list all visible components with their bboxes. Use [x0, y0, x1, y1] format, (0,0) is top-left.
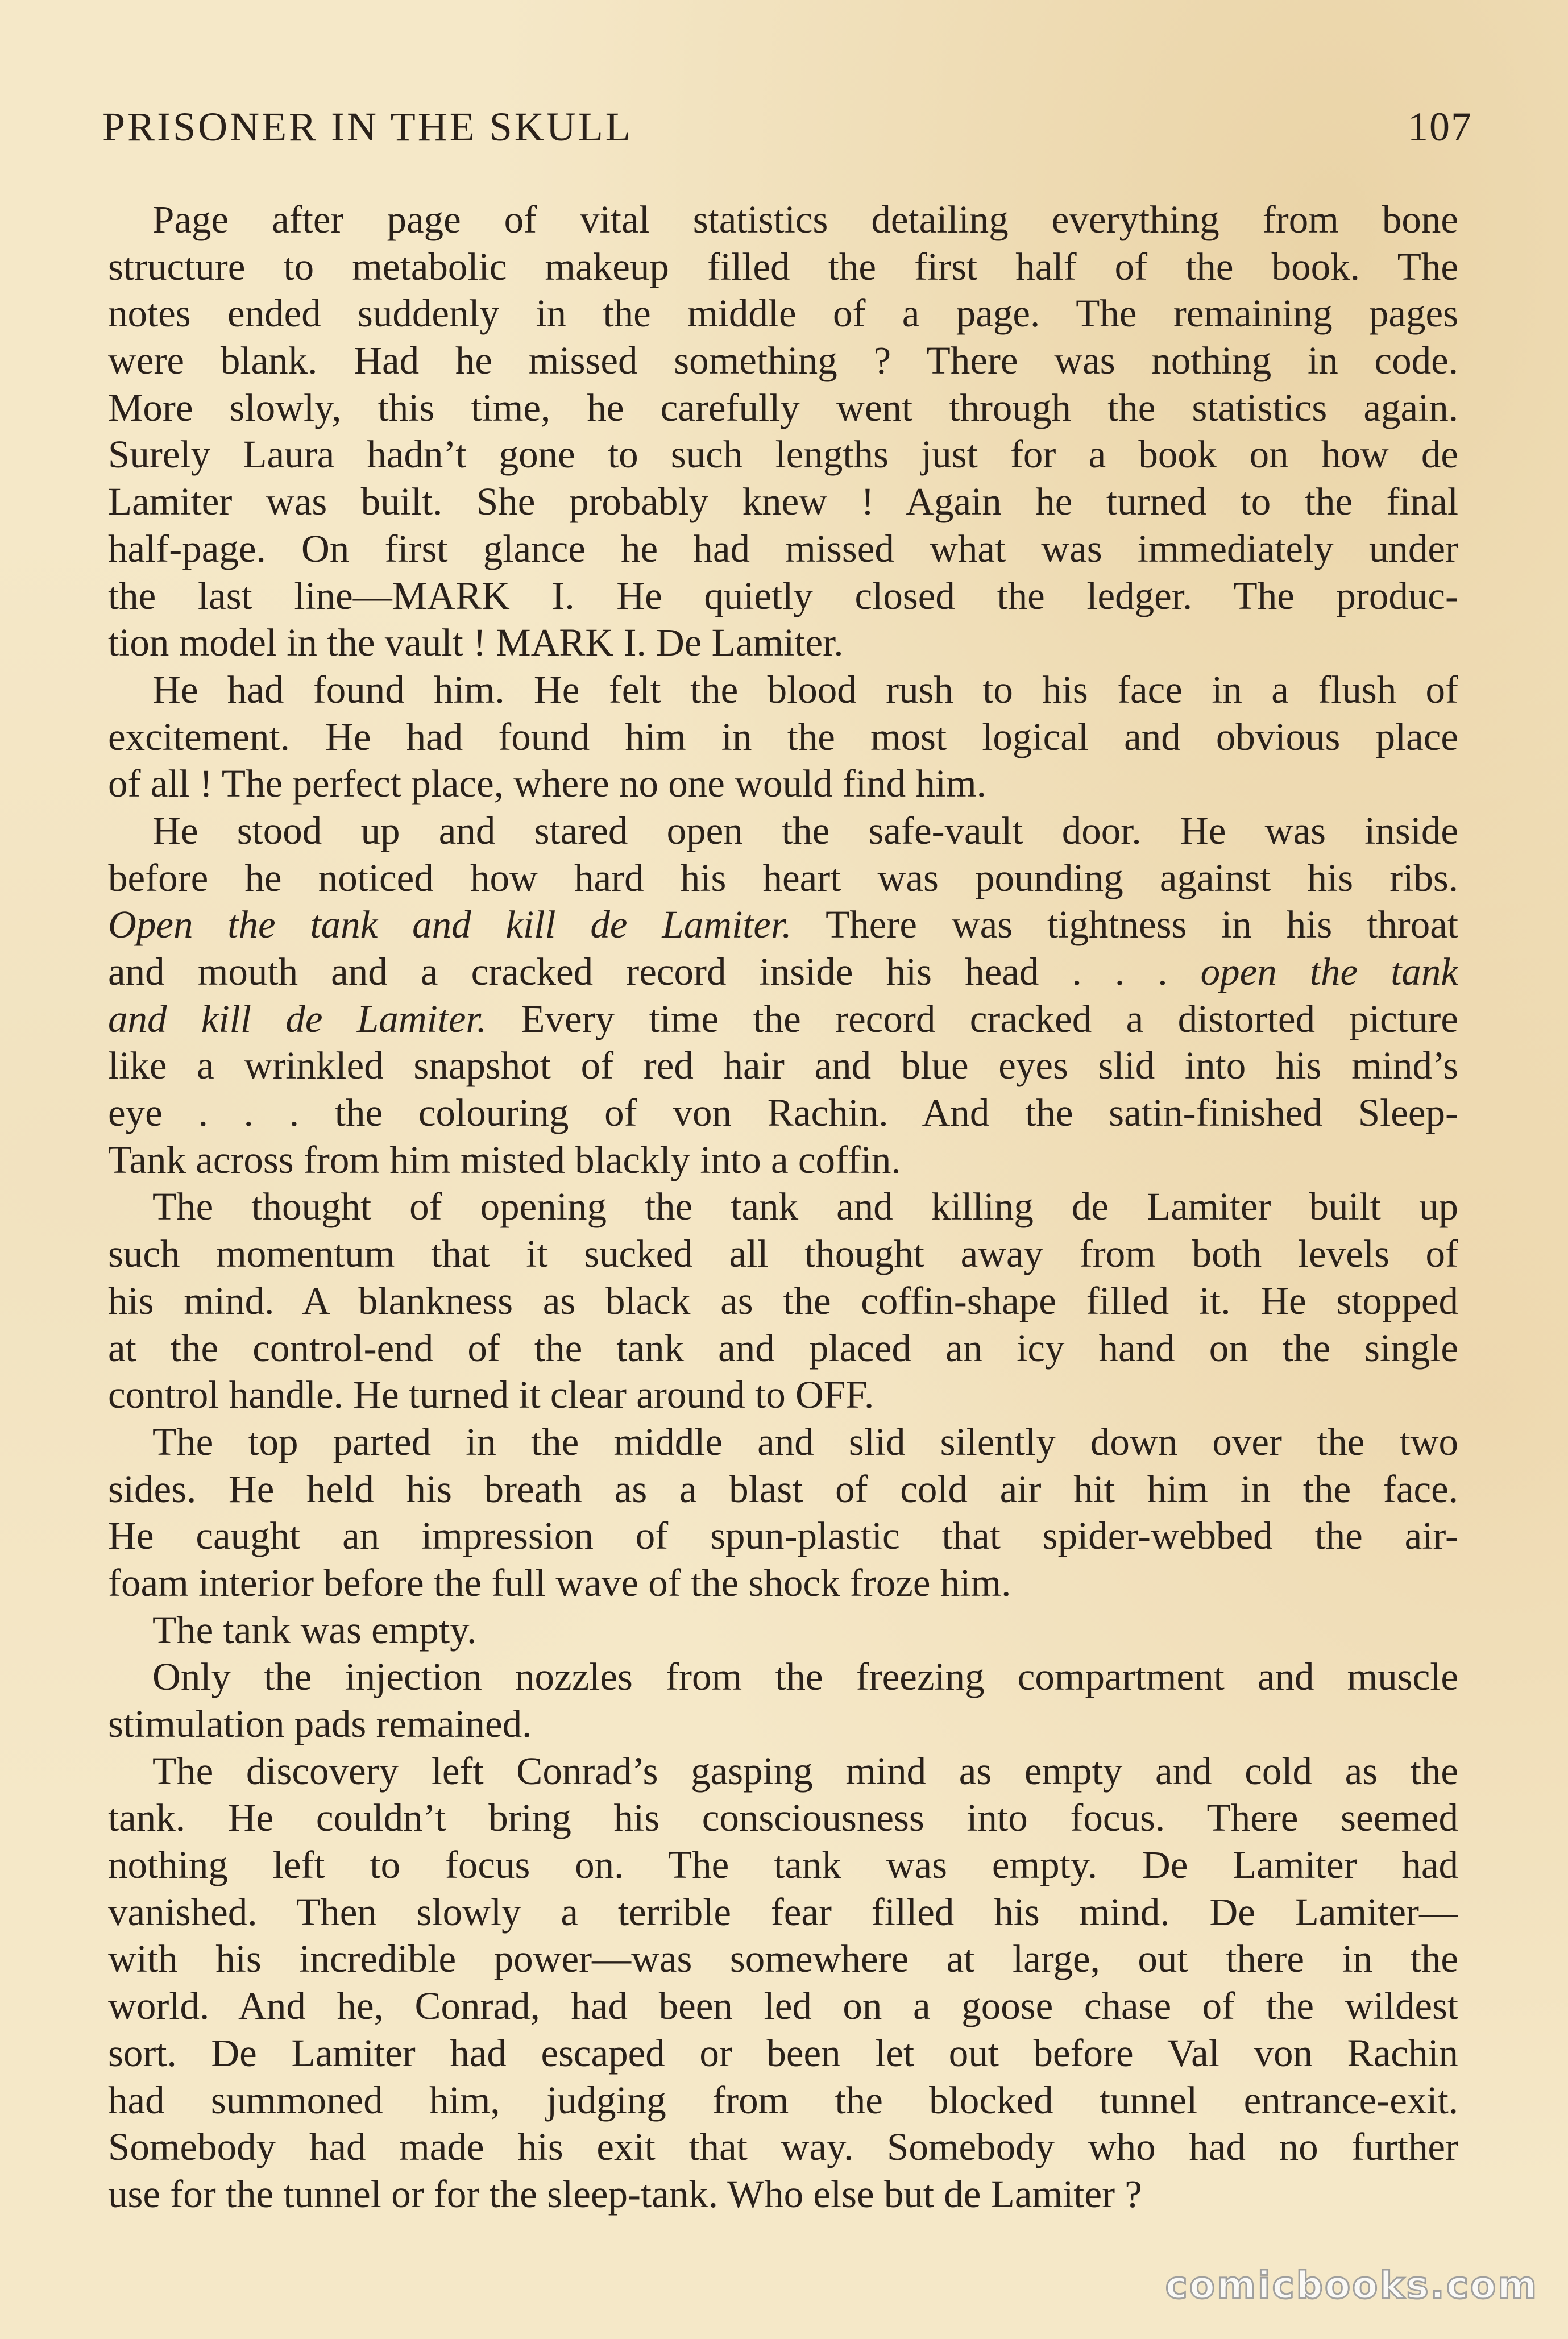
text-line: sides. He held his breath as a blast of cold air hit him in the face. — [108, 1467, 1458, 1511]
text-line: his mind. A blankness as black as the coffin-shape filled it. He stopped — [108, 1279, 1458, 1322]
text-line: The tank was empty. — [152, 1608, 477, 1652]
text-line: He had found him. He felt the blood rush to his face in a flush of — [152, 667, 1458, 711]
text-line: Only the injection nozzles from the freezing compartment and muscle — [152, 1655, 1458, 1699]
text-line: world. And he, Conrad, had been led on a goose chase of the wildest — [108, 1984, 1458, 2028]
text-line: the last line—MARK I. He quietly closed the ledger. The produc- — [108, 574, 1458, 617]
text-line: had summoned him, judging from the blocked tunnel entrance-exit. — [108, 2078, 1458, 2122]
text-line: tank. He couldn’t bring his consciousness into focus. There seemed — [108, 1796, 1458, 1840]
text-line: The top parted in the middle and slid silently down over the two — [152, 1420, 1458, 1463]
text-line: excitement. He had found him in the most logical and obvious place — [108, 715, 1458, 758]
text-line: Somebody had made his exit that way. Somebody who had no further — [108, 2125, 1458, 2169]
text-line: Tank across from him misted blackly into a coffin. — [108, 1138, 901, 1181]
text-line: and kill de Lamiter. Every time the record cracked a distorted picture — [108, 997, 1458, 1040]
text-line: structure to metabolic makeup filled the first half of the book. The — [108, 244, 1458, 288]
text-line: of all ! The perfect place, where no one would find him. — [108, 762, 986, 806]
text-line: He caught an impression of spun-plastic that spider-webbed the air- — [108, 1514, 1458, 1558]
text-line: Surely Laura hadn’t gone to such lengths just for a book on how de — [108, 433, 1458, 476]
text-line: foam interior before the full wave of the shock froze him. — [108, 1561, 1011, 1604]
italic-span: Open the tank and kill de Lamiter. — [108, 903, 792, 947]
text-line: The thought of opening the tank and killing de Lamiter built up — [152, 1185, 1458, 1229]
text-line: stimulation pads remained. — [108, 1702, 532, 1745]
text-line: at the control-end of the tank and placed an icy hand on the single — [108, 1326, 1458, 1370]
italic-span: open the tank — [1200, 950, 1458, 993]
text-line: notes ended suddenly in the middle of a page. The remaining pages — [108, 292, 1458, 335]
text-line: More slowly, this time, he carefully went through the statistics again. — [108, 385, 1458, 429]
running-title: PRISONER IN THE SKULL — [102, 104, 633, 150]
text-line: Lamiter was built. She probably knew ! Again he turned to the final — [108, 480, 1458, 524]
text-line: Open the tank and kill de Lamiter. There was tightness in his throat — [108, 903, 1458, 947]
text-line: eye . . . the colouring of von Rachin. And the satin-finished Sleep- — [108, 1091, 1458, 1135]
page-number: 107 — [1408, 104, 1472, 150]
text-line: He stood up and stared open the safe-vault door. He was inside — [152, 808, 1458, 852]
text-line: before he noticed how hard his heart was pounding against his ribs. — [108, 856, 1458, 899]
text-line: control handle. He turned it clear around to OFF. — [108, 1373, 874, 1417]
text-line: tion model in the vault ! MARK I. De Lamiter. — [108, 621, 844, 665]
running-head — [102, 101, 1472, 152]
body-text — [108, 196, 1458, 2218]
text-line: The discovery left Conrad’s gasping mind as empty and cold as the — [152, 1749, 1458, 1793]
text-line: sort. De Lamiter had escaped or been let out before Val von Rachin — [108, 2031, 1458, 2075]
italic-span: and kill de Lamiter. — [108, 997, 487, 1040]
text-line: vanished. Then slowly a terrible fear filled his mind. De Lamiter— — [108, 1890, 1458, 1934]
text-line: with his incredible power—was somewhere at large, out there in the — [108, 1937, 1458, 1981]
text-line: were blank. Had he missed something ? There was nothing in code. — [108, 339, 1458, 383]
text-line: nothing left to focus on. The tank was empty. De Lamiter had — [108, 1843, 1458, 1887]
watermark: comicbooks.com — [1165, 2263, 1538, 2307]
text-line: like a wrinkled snapshot of red hair and blue eyes slid into his mind’s — [108, 1044, 1458, 1088]
text-line: such momentum that it sucked all thought away from both levels of — [108, 1232, 1458, 1276]
text-line: use for the tunnel or for the sleep-tank. Who else but de Lamiter ? — [108, 2172, 1142, 2216]
text-line: and mouth and a cracked record inside his head . . . open the tank — [108, 950, 1458, 993]
text-line: half-page. On first glance he had missed what was immediately under — [108, 526, 1458, 570]
text-line: Page after page of vital statistics detailing everything from bone — [152, 198, 1458, 241]
